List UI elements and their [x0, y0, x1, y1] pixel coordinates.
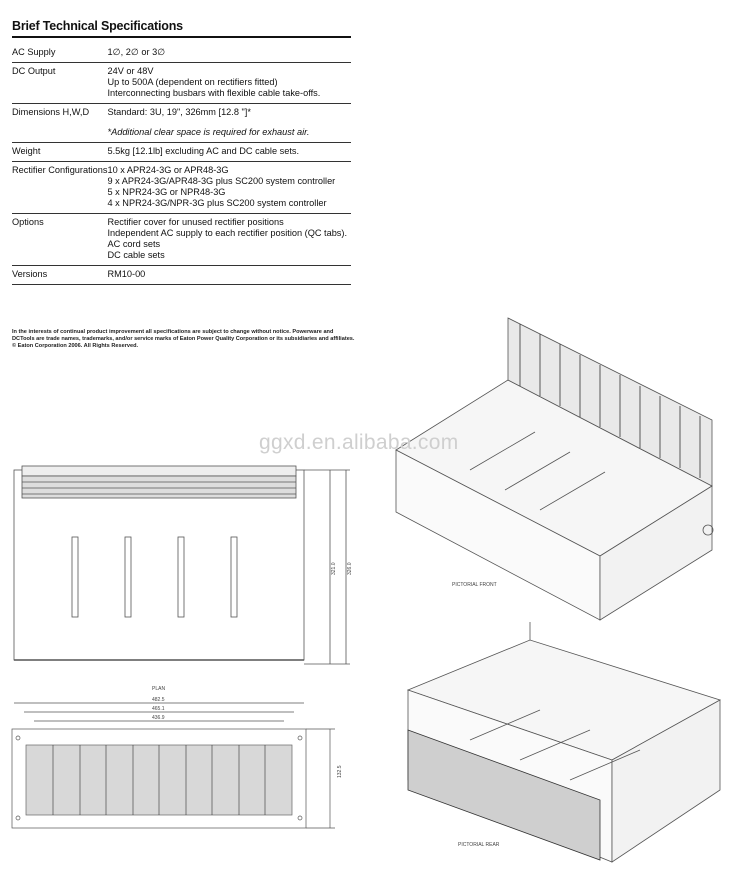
spec-key: Rectifier Configurations — [12, 162, 108, 214]
front-view-drawing — [12, 703, 335, 828]
plan-dim-2: 326.0 — [347, 562, 353, 575]
spec-value: 5.5kg [12.1lb] excluding AC and DC cable sets. — [108, 143, 352, 162]
front-dim-4: 132.5 — [337, 765, 343, 778]
front-dim-3: 436.9 — [152, 715, 165, 721]
spec-value: 10 x APR24-3G or APR48-3G 9 x APR24-3G/APR48-3G plus SC200 system controller 5 x NPR24-3G or NPR48-3G 4 x NPR24-3G/NPR-3G plus SC200 system controller — [108, 162, 352, 214]
spec-key: Dimensions H,W,D — [12, 104, 108, 143]
plan-dim-1: 321.0 — [331, 562, 337, 575]
spec-value: Standard: 3U, 19", 326mm [12.8 "]* *Additional clear space is required for exhaust air. — [108, 104, 352, 143]
fine-print: In the interests of continual product improvement all specifications are subject to change without notice. Powerware and DCTools are trade names, trademarks, and/or service marks of Eaton Power Quality Corporation or its subsidiaries and affiliates. © Eaton Corporation 2006. All Rights Reserved. — [12, 329, 355, 350]
plan-label: PLAN — [152, 686, 166, 692]
front-dim-2: 465.1 — [152, 706, 165, 712]
pictorial-front-drawing — [396, 318, 713, 620]
page-title: Brief Technical Specifications — [12, 19, 183, 33]
spec-key: Weight — [12, 143, 108, 162]
spec-value: Rectifier cover for unused rectifier positions Independent AC supply to each rectifier position (QC tabs). AC cord sets DC cable sets — [108, 214, 352, 266]
spec-note: *Additional clear space is required for exhaust air. — [107, 127, 310, 137]
spec-value: RM10-00 — [108, 266, 352, 285]
pictorial-rear-label: PICTORIAL REAR — [458, 842, 500, 848]
spec-key: AC Supply — [12, 44, 108, 63]
plan-view-drawing — [14, 466, 350, 664]
spec-value: 24V or 48V Up to 500A (dependent on rectifiers fitted) Interconnecting busbars with flexible cable take-offs. — [108, 63, 352, 104]
pictorial-rear-drawing — [408, 622, 720, 862]
spec-key: Options — [12, 214, 108, 266]
spec-key: Versions — [12, 266, 108, 285]
front-dim-1: 482.5 — [152, 697, 165, 703]
spec-value: 1∅, 2∅ or 3∅ — [108, 44, 352, 63]
pictorial-front-label: PICTORIAL FRONT — [452, 582, 497, 588]
spec-key: DC Output — [12, 63, 108, 104]
watermark: ggxd.en.alibaba.com — [259, 431, 459, 454]
